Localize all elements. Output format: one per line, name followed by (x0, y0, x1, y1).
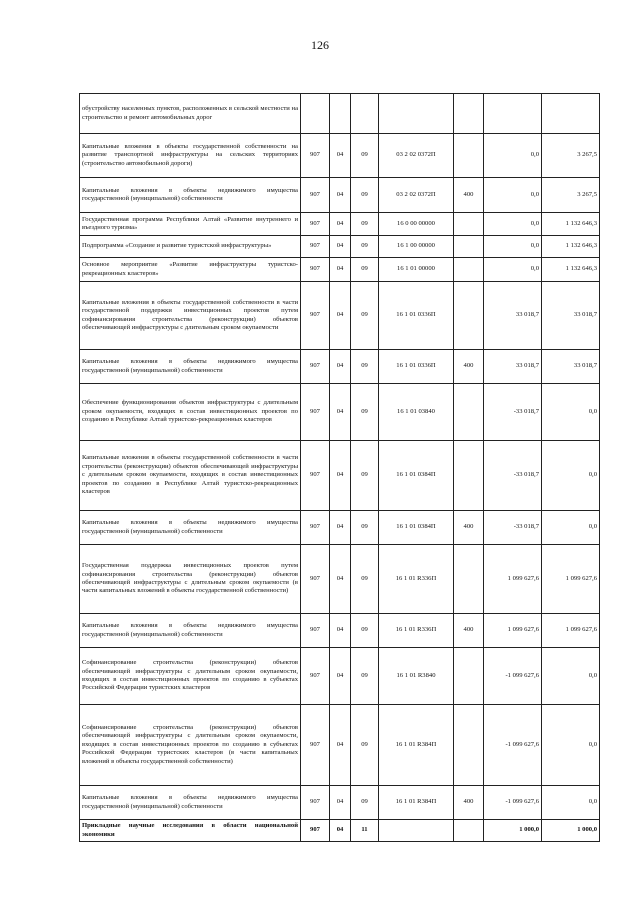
table-row (80, 545, 600, 614)
cell-grbs: 907 (301, 545, 330, 614)
cell-amount-total: 0,0 (542, 705, 600, 786)
cell-section: 04 (330, 705, 351, 786)
cell-subsection: 09 (351, 282, 379, 350)
table-row (80, 282, 600, 350)
table-row (80, 384, 600, 441)
cell-grbs: 907 (301, 511, 330, 545)
table-row (80, 648, 600, 705)
cell-section: 04 (330, 282, 351, 350)
cell-amount-change: 0,0 (484, 258, 542, 282)
cell-grbs: 907 (301, 614, 330, 648)
cell-amount-total (542, 94, 600, 134)
row-description: Прикладные научные исследования в области национальной экономики (80, 820, 301, 842)
cell-amount-total: 0,0 (542, 786, 600, 820)
page-number: 126 (311, 38, 329, 52)
cell-target-article: 16 1 01 R3840 (379, 648, 454, 705)
cell-amount-change: 0,0 (484, 134, 542, 178)
cell-target-article: 16 1 01 00000 (379, 258, 454, 282)
row-description: Подпрограмма «Создание и развитие туристской инфраструктуры» (80, 236, 301, 258)
cell-subsection: 09 (351, 705, 379, 786)
row-description: Капитальные вложения в объекты недвижимого имущества государственной (муниципальной) собственности (80, 511, 301, 545)
cell-grbs: 907 (301, 648, 330, 705)
cell-amount-change (484, 94, 542, 134)
row-description: обустройству населенных пунктов, расположенных в сельской местности на строительство и ремонт автомобильных дорог (80, 94, 301, 134)
cell-grbs: 907 (301, 384, 330, 441)
cell-expense-type (454, 282, 484, 350)
cell-subsection: 09 (351, 178, 379, 213)
cell-section: 04 (330, 178, 351, 213)
cell-section: 04 (330, 258, 351, 282)
cell-target-article (379, 820, 454, 842)
cell-section: 04 (330, 213, 351, 236)
cell-expense-type (454, 213, 484, 236)
cell-grbs: 907 (301, 258, 330, 282)
cell-grbs: 907 (301, 282, 330, 350)
table-row (80, 94, 600, 134)
cell-target-article: 16 1 01 0336П (379, 282, 454, 350)
cell-subsection: 09 (351, 545, 379, 614)
table-row (80, 258, 600, 282)
row-description: Государственная поддержка инвестиционных проектов путем софинансирования строительства (реконструкции) объектов обеспечивающей инфраструктуры с длительным сроком окупаемости (в части капитальных вложений в объекты государственной собственности) (80, 545, 301, 614)
cell-target-article: 16 1 01 0336П (379, 350, 454, 384)
row-description: Капитальные вложения в объекты недвижимого имущества государственной (муниципальной) собственности (80, 350, 301, 384)
cell-amount-total: 33 018,7 (542, 282, 600, 350)
cell-target-article: 16 1 01 R336П (379, 545, 454, 614)
cell-subsection: 09 (351, 786, 379, 820)
cell-subsection: 09 (351, 648, 379, 705)
cell-subsection: 09 (351, 614, 379, 648)
cell-amount-total: 0,0 (542, 511, 600, 545)
cell-grbs: 907 (301, 350, 330, 384)
cell-amount-total: 1 132 646,3 (542, 236, 600, 258)
cell-expense-type (454, 820, 484, 842)
cell-section: 04 (330, 134, 351, 178)
cell-amount-total: 3 267,5 (542, 134, 600, 178)
row-description: Капитальные вложения в объекты недвижимого имущества государственной (муниципальной) собственности (80, 178, 301, 213)
cell-target-article: 16 1 01 0384П (379, 441, 454, 511)
cell-amount-change: 1 000,0 (484, 820, 542, 842)
table-row (80, 786, 600, 820)
cell-amount-change: 1 099 627,6 (484, 545, 542, 614)
cell-expense-type: 400 (454, 350, 484, 384)
cell-grbs: 907 (301, 786, 330, 820)
row-description: Основное мероприятие «Развитие инфраструктуры туристско-рекреационных кластеров» (80, 258, 301, 282)
cell-target-article: 16 1 01 03840 (379, 384, 454, 441)
cell-section: 04 (330, 236, 351, 258)
cell-amount-total: 1 099 627,6 (542, 545, 600, 614)
table-row (80, 441, 600, 511)
cell-expense-type (454, 236, 484, 258)
table-row (80, 213, 600, 236)
cell-expense-type (454, 134, 484, 178)
cell-amount-total: 1 000,0 (542, 820, 600, 842)
cell-grbs: 907 (301, 441, 330, 511)
cell-amount-change: -1 099 627,6 (484, 786, 542, 820)
cell-amount-total: 3 267,5 (542, 178, 600, 213)
cell-target-article: 16 1 01 0384П (379, 511, 454, 545)
cell-expense-type (454, 648, 484, 705)
cell-expense-type (454, 705, 484, 786)
cell-grbs: 907 (301, 705, 330, 786)
cell-target-article: 16 1 01 R336П (379, 614, 454, 648)
table-row (80, 820, 600, 842)
cell-section: 04 (330, 614, 351, 648)
cell-amount-change: 0,0 (484, 236, 542, 258)
cell-amount-total: 1 132 646,3 (542, 213, 600, 236)
table-row (80, 134, 600, 178)
row-description: Капитальные вложения в объекты государственной собственности в части государственной поддержки инвестиционных проектов путем софинансирования строительства (реконструкции) объектов обеспечивающей инфраструктуры с длительным сроком окупаемости (80, 282, 301, 350)
cell-grbs: 907 (301, 134, 330, 178)
cell-expense-type (454, 384, 484, 441)
cell-subsection: 09 (351, 384, 379, 441)
cell-target-article (379, 94, 454, 134)
cell-grbs: 907 (301, 213, 330, 236)
table-row (80, 350, 600, 384)
table-row (80, 236, 600, 258)
cell-section: 04 (330, 441, 351, 511)
cell-subsection: 09 (351, 258, 379, 282)
cell-amount-total: 1 132 646,3 (542, 258, 600, 282)
cell-amount-total: 33 018,7 (542, 350, 600, 384)
row-description: Обеспечение функционирования объектов инфраструктуры с длительным сроком окупаемости, входящих в состав инвестиционных проектов по созданию в Республике Алтай туристско-рекреационных кластеров (80, 384, 301, 441)
table-row (80, 178, 600, 213)
cell-expense-type: 400 (454, 511, 484, 545)
cell-expense-type (454, 441, 484, 511)
cell-section: 04 (330, 350, 351, 384)
row-description: Капитальные вложения в объекты недвижимого имущества государственной (муниципальной) собственности (80, 786, 301, 820)
cell-subsection: 09 (351, 236, 379, 258)
cell-amount-change: -33 018,7 (484, 384, 542, 441)
row-description: Софинансирование строительства (реконструкции) объектов обеспечивающей инфраструктуры с длительным сроком окупаемости, входящих в состав инвестиционных проектов по созданию в субъектах Российской Федерации туристских кластеров (в части капитальных вложений в объекты государственной собственности) (80, 705, 301, 786)
cell-subsection (351, 94, 379, 134)
cell-amount-change: -33 018,7 (484, 441, 542, 511)
cell-target-article: 16 0 00 00000 (379, 213, 454, 236)
row-description: Капитальные вложения в объекты государственной собственности на развитие транспортной инфраструктуры на сельских территориях (строительство автомобильной дороги) (80, 134, 301, 178)
cell-section (330, 94, 351, 134)
cell-section: 04 (330, 648, 351, 705)
cell-amount-change: 33 018,7 (484, 282, 542, 350)
cell-amount-change: -33 018,7 (484, 511, 542, 545)
table-row (80, 511, 600, 545)
budget-table (79, 93, 600, 842)
cell-amount-change: 0,0 (484, 178, 542, 213)
cell-section: 04 (330, 511, 351, 545)
cell-subsection: 11 (351, 820, 379, 842)
cell-section: 04 (330, 820, 351, 842)
row-description: Государственная программа Республики Алтай «Развитие внутреннего и въездного туризма» (80, 213, 301, 236)
cell-amount-total: 0,0 (542, 384, 600, 441)
cell-expense-type: 400 (454, 614, 484, 648)
cell-subsection: 09 (351, 511, 379, 545)
cell-amount-change: -1 099 627,6 (484, 705, 542, 786)
cell-amount-total: 1 099 627,6 (542, 614, 600, 648)
cell-amount-change: -1 099 627,6 (484, 648, 542, 705)
cell-target-article: 16 1 01 R384П (379, 786, 454, 820)
cell-expense-type (454, 258, 484, 282)
cell-subsection: 09 (351, 213, 379, 236)
cell-amount-change: 1 099 627,6 (484, 614, 542, 648)
cell-target-article: 16 1 00 00000 (379, 236, 454, 258)
cell-grbs: 907 (301, 236, 330, 258)
cell-grbs (301, 94, 330, 134)
cell-expense-type: 400 (454, 178, 484, 213)
cell-subsection: 09 (351, 350, 379, 384)
row-description: Капитальные вложения в объекты недвижимого имущества государственной (муниципальной) собственности (80, 614, 301, 648)
cell-section: 04 (330, 786, 351, 820)
cell-grbs: 907 (301, 178, 330, 213)
cell-grbs: 907 (301, 820, 330, 842)
row-description: Софинансирование строительства (реконструкции) объектов обеспечивающей инфраструктуры с длительным сроком окупаемости, входящих в состав инвестиционных проектов по созданию в субъектах Российской Федерации туристских кластеров (80, 648, 301, 705)
cell-amount-total: 0,0 (542, 441, 600, 511)
cell-expense-type (454, 94, 484, 134)
cell-target-article: 03 2 02 0372П (379, 134, 454, 178)
cell-target-article: 16 1 01 R384П (379, 705, 454, 786)
cell-expense-type (454, 545, 484, 614)
cell-target-article: 03 2 02 0372П (379, 178, 454, 213)
cell-expense-type: 400 (454, 786, 484, 820)
cell-amount-change: 33 018,7 (484, 350, 542, 384)
cell-amount-change: 0,0 (484, 213, 542, 236)
cell-amount-total: 0,0 (542, 648, 600, 705)
cell-subsection: 09 (351, 441, 379, 511)
row-description: Капитальные вложения в объекты государственной собственности в части строительства (реконструкции) объектов обеспечивающей инфраструктуры с длительным сроком окупаемости, входящих в состав инвестиционных проектов по созданию в Республике Алтай туристско-рекреационных кластеров (80, 441, 301, 511)
cell-section: 04 (330, 545, 351, 614)
table-row (80, 705, 600, 786)
cell-subsection: 09 (351, 134, 379, 178)
table-row (80, 614, 600, 648)
cell-section: 04 (330, 384, 351, 441)
